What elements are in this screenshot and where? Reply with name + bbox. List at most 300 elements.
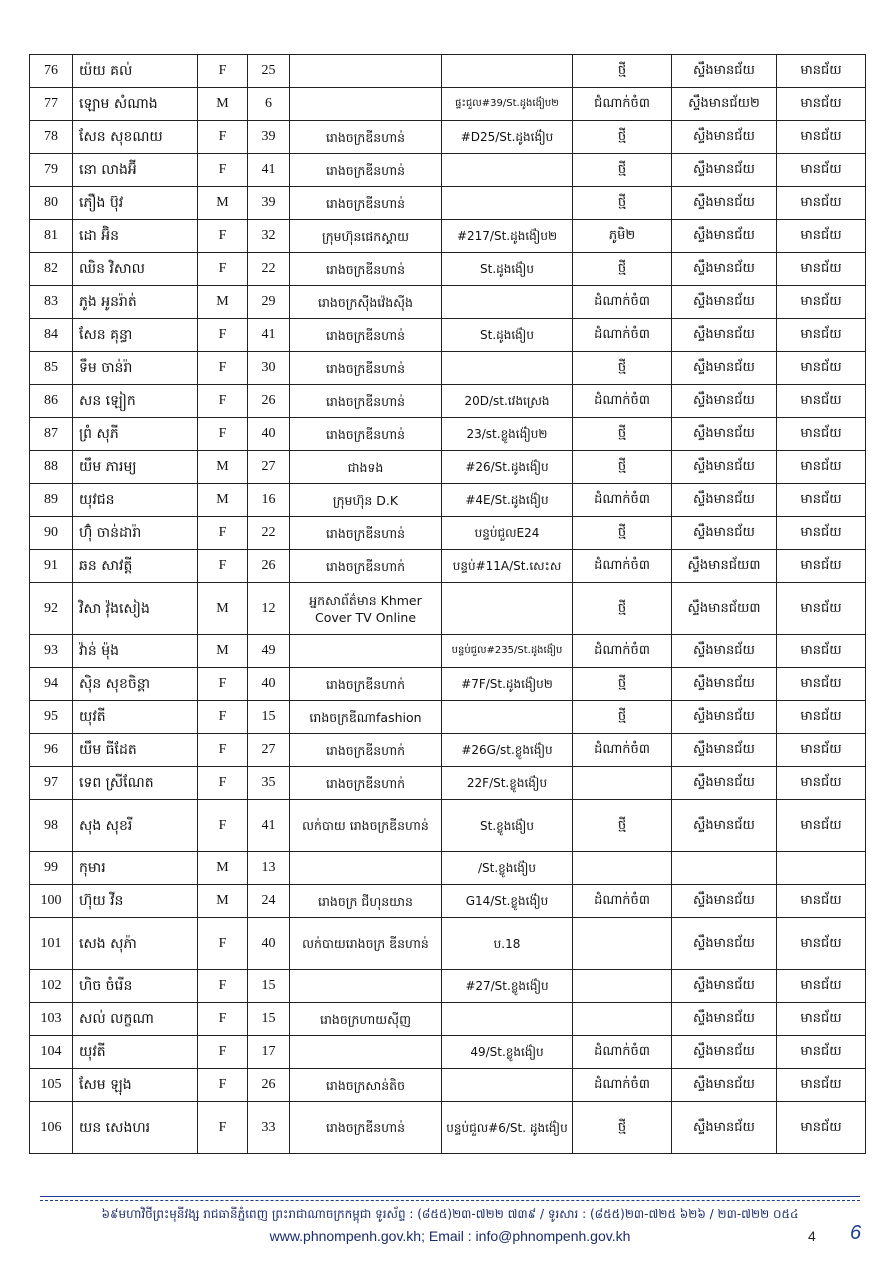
row-number: 82: [30, 253, 73, 286]
status-cell: ថ្មី: [573, 451, 672, 484]
workplace-cell: រោងចក្រឌីណាfashion: [290, 701, 442, 734]
age-cell: 27: [248, 451, 290, 484]
sex-cell: F: [198, 1069, 248, 1102]
sex-cell: F: [198, 1036, 248, 1069]
row-number: 79: [30, 154, 73, 187]
row-number: 84: [30, 319, 73, 352]
workplace-cell: [290, 55, 442, 88]
row-number: 93: [30, 635, 73, 668]
table-row: [30, 352, 866, 385]
age-cell: 24: [248, 885, 290, 918]
commune-cell: ស្ទឹងមានជ័យ: [672, 484, 777, 517]
workplace-cell: ក្រុមហ៊ុន D.K: [290, 484, 442, 517]
status-cell: ថ្មី: [573, 55, 672, 88]
address-cell: #217/St.ដូងង៉ៀប២: [442, 220, 573, 253]
table-row: [30, 800, 866, 852]
sex-cell: M: [198, 187, 248, 220]
table-row: [30, 187, 866, 220]
person-name: សន ឡៀក: [73, 385, 198, 418]
age-cell: 41: [248, 154, 290, 187]
status-cell: ថ្មី: [573, 1102, 672, 1154]
workplace-cell: ជាងទង: [290, 451, 442, 484]
address-cell: St.ខ្លូងង៉ៀប: [442, 800, 573, 852]
table-row: [30, 418, 866, 451]
row-number: 102: [30, 970, 73, 1003]
district-cell: មានជ័យ: [777, 451, 866, 484]
table-row: [30, 918, 866, 970]
person-name: ព្រំ សុភី: [73, 418, 198, 451]
person-name: យុវជន: [73, 484, 198, 517]
commune-cell: ស្ទឹងមានជ័យ៣: [672, 583, 777, 635]
commune-cell: ស្ទឹងមានជ័យ: [672, 635, 777, 668]
case-table: [29, 54, 866, 1154]
district-cell: មានជ័យ: [777, 319, 866, 352]
row-number: 103: [30, 1003, 73, 1036]
person-name: យុវតី: [73, 701, 198, 734]
person-name: សែន គុន្ធា: [73, 319, 198, 352]
commune-cell: ស្ទឹងមានជ័យ: [672, 918, 777, 970]
row-number: 76: [30, 55, 73, 88]
case-table-container: [29, 54, 865, 1154]
address-cell: 23/st.ខ្លូងង៉ៀប២: [442, 418, 573, 451]
workplace-cell: រោងចក្រហាយស៊ីញ: [290, 1003, 442, 1036]
age-cell: 33: [248, 1102, 290, 1154]
sex-cell: F: [198, 767, 248, 800]
age-cell: 41: [248, 319, 290, 352]
address-cell: [442, 286, 573, 319]
district-cell: មានជ័យ: [777, 55, 866, 88]
row-number: 80: [30, 187, 73, 220]
sex-cell: F: [198, 1003, 248, 1036]
status-cell: ថ្មី: [573, 418, 672, 451]
status-cell: ថ្មី: [573, 253, 672, 286]
district-cell: មានជ័យ: [777, 352, 866, 385]
address-cell: បន្ទប់ជួលE24: [442, 517, 573, 550]
person-name: វិសា វ៉ុងសៀង: [73, 583, 198, 635]
person-name: សុង សុខរី: [73, 800, 198, 852]
age-cell: 26: [248, 1069, 290, 1102]
address-cell: 22F/St.ខ្លូងង៉ៀប: [442, 767, 573, 800]
address-cell: [442, 154, 573, 187]
commune-cell: [672, 852, 777, 885]
person-name: កុមារ: [73, 852, 198, 885]
sex-cell: M: [198, 852, 248, 885]
status-cell: ដំណាក់ចំ៣: [573, 484, 672, 517]
status-cell: ដំណាក់ចំ៣: [573, 734, 672, 767]
age-cell: 40: [248, 668, 290, 701]
row-number: 106: [30, 1102, 73, 1154]
district-cell: មានជ័យ: [777, 970, 866, 1003]
person-name: យឹម ធីដែត: [73, 734, 198, 767]
workplace-cell: រោងចក្រឌីនហាន់: [290, 352, 442, 385]
age-cell: 29: [248, 286, 290, 319]
sex-cell: M: [198, 484, 248, 517]
status-cell: ថ្មី: [573, 701, 672, 734]
sex-cell: F: [198, 734, 248, 767]
district-cell: មានជ័យ: [777, 734, 866, 767]
page-number: 4: [808, 1228, 816, 1244]
row-number: 94: [30, 668, 73, 701]
workplace-cell: រោងចក្រឌីនហាក់: [290, 550, 442, 583]
age-cell: 6: [248, 88, 290, 121]
person-name: ទឹម ចាន់រ៉ា: [73, 352, 198, 385]
workplace-cell: រោងចក្រ ជីហុនយាន: [290, 885, 442, 918]
commune-cell: ស្ទឹងមានជ័យ: [672, 253, 777, 286]
address-cell: បន្ទប់ជួល#6/St. ដូងង៉ៀប: [442, 1102, 573, 1154]
age-cell: 12: [248, 583, 290, 635]
age-cell: 35: [248, 767, 290, 800]
row-number: 105: [30, 1069, 73, 1102]
address-cell: /St.ខ្លូងង៉ៀប: [442, 852, 573, 885]
status-cell: ដំណាក់ចំ៣: [573, 319, 672, 352]
age-cell: 25: [248, 55, 290, 88]
sex-cell: F: [198, 121, 248, 154]
row-number: 97: [30, 767, 73, 800]
address-cell: [442, 187, 573, 220]
workplace-cell: រោងចក្រឌីនហាន់: [290, 121, 442, 154]
table-row: [30, 451, 866, 484]
sex-cell: M: [198, 635, 248, 668]
person-name: ភូង អូនរ៉ាត់: [73, 286, 198, 319]
status-cell: ថ្មី: [573, 121, 672, 154]
sex-cell: F: [198, 517, 248, 550]
table-row: [30, 253, 866, 286]
district-cell: មានជ័យ: [777, 885, 866, 918]
age-cell: 15: [248, 970, 290, 1003]
district-cell: មានជ័យ: [777, 517, 866, 550]
commune-cell: ស្ទឹងមានជ័យ: [672, 418, 777, 451]
commune-cell: ស្ទឹងមានជ័យ: [672, 800, 777, 852]
footer-contact: www.phnompenh.gov.kh; Email : info@phnompenh.gov.kh: [269, 1228, 631, 1244]
commune-cell: ស្ទឹងមានជ័យ: [672, 385, 777, 418]
status-cell: ថ្មី: [573, 154, 672, 187]
age-cell: 26: [248, 385, 290, 418]
sex-cell: F: [198, 352, 248, 385]
table-row: [30, 701, 866, 734]
address-cell: ប.18: [442, 918, 573, 970]
status-cell: ថ្មី: [573, 187, 672, 220]
commune-cell: ស្ទឹងមានជ័យ: [672, 187, 777, 220]
person-name: វ៉ាន់ ម៉ុង: [73, 635, 198, 668]
row-number: 81: [30, 220, 73, 253]
address-cell: #7F/St.ដូងង៉ៀប២: [442, 668, 573, 701]
district-cell: មានជ័យ: [777, 668, 866, 701]
commune-cell: ស្ទឹងមានជ័យ: [672, 767, 777, 800]
row-number: 77: [30, 88, 73, 121]
table-row: [30, 668, 866, 701]
footer-divider: [40, 1196, 860, 1197]
status-cell: ដំណាក់ចំ៣: [573, 885, 672, 918]
district-cell: មានជ័យ: [777, 385, 866, 418]
commune-cell: ស្ទឹងមានជ័យ២: [672, 88, 777, 121]
workplace-cell: រោងចក្រឌីនហាន់: [290, 517, 442, 550]
address-cell: [442, 55, 573, 88]
row-number: 78: [30, 121, 73, 154]
commune-cell: ស្ទឹងមានជ័យ: [672, 885, 777, 918]
age-cell: 16: [248, 484, 290, 517]
footer-address: ៦៩មហាវិថីព្រះមុនីវង្ស រាជធានីភ្នំពេញ ព្រះរាជាណាចក្រកម្ពុជា ទូរស័ព្ទ : (៨៥៥)២៣-៧២២ ៧៣៩ / ទូរសារ : (៨៥៥)២៣-៧២៥ ៦២៦ / ២៣-៧២២ ០៥៤: [101, 1207, 799, 1221]
workplace-cell: រោងចក្រឌីនហាន់: [290, 319, 442, 352]
person-name: ឡោម សំណាង: [73, 88, 198, 121]
commune-cell: ស្ទឹងមានជ័យ: [672, 286, 777, 319]
table-row: [30, 767, 866, 800]
row-number: 92: [30, 583, 73, 635]
workplace-cell: រោងចក្រឌីនហាន់: [290, 187, 442, 220]
table-row: [30, 484, 866, 517]
district-cell: មានជ័យ: [777, 187, 866, 220]
person-name: សេង សុភ៉ា: [73, 918, 198, 970]
address-cell: [442, 583, 573, 635]
workplace-cell: [290, 970, 442, 1003]
table-row: [30, 319, 866, 352]
sex-cell: M: [198, 88, 248, 121]
table-row: [30, 852, 866, 885]
table-row: [30, 1102, 866, 1154]
person-name: ហិច ចំរើន: [73, 970, 198, 1003]
table-row: [30, 88, 866, 121]
table-row: [30, 734, 866, 767]
row-number: 101: [30, 918, 73, 970]
address-cell: បន្ទប់#11A/St.សេះស: [442, 550, 573, 583]
district-cell: មានជ័យ: [777, 88, 866, 121]
address-cell: បន្ទប់ជួល#235/St.ដូងង៉ៀប: [442, 635, 573, 668]
age-cell: 32: [248, 220, 290, 253]
row-number: 90: [30, 517, 73, 550]
person-name: ស៊ិន សុខចិន្តា: [73, 668, 198, 701]
row-number: 99: [30, 852, 73, 885]
workplace-cell: ក្រុមហ៊ុនផេកស្គាយ: [290, 220, 442, 253]
district-cell: មានជ័យ: [777, 918, 866, 970]
status-cell: ដំណាក់ចំ៣: [573, 550, 672, 583]
address-cell: G14/St.ខ្លូងង៉ៀប: [442, 885, 573, 918]
table-row: [30, 635, 866, 668]
district-cell: មានជ័យ: [777, 767, 866, 800]
address-cell: St.ដូងង៉ៀប: [442, 253, 573, 286]
table-row: [30, 1003, 866, 1036]
table-row: [30, 286, 866, 319]
person-name: ភឿង ប៊ុវ: [73, 187, 198, 220]
district-cell: មានជ័យ: [777, 550, 866, 583]
address-cell: #4E/St.ដូងង៉ៀប: [442, 484, 573, 517]
district-cell: មានជ័យ: [777, 121, 866, 154]
sex-cell: F: [198, 668, 248, 701]
table-row: [30, 121, 866, 154]
sex-cell: F: [198, 319, 248, 352]
district-cell: មានជ័យ: [777, 1003, 866, 1036]
age-cell: 22: [248, 253, 290, 286]
district-cell: មានជ័យ: [777, 1069, 866, 1102]
handwritten-page-mark: 6: [850, 1222, 862, 1244]
table-row: [30, 55, 866, 88]
status-cell: [573, 852, 672, 885]
age-cell: 26: [248, 550, 290, 583]
table-row: [30, 1036, 866, 1069]
sex-cell: F: [198, 701, 248, 734]
row-number: 100: [30, 885, 73, 918]
age-cell: 30: [248, 352, 290, 385]
table-row: [30, 517, 866, 550]
row-number: 98: [30, 800, 73, 852]
workplace-cell: រោងចក្រឌីនហាក់: [290, 767, 442, 800]
district-cell: មានជ័យ: [777, 583, 866, 635]
status-cell: ថ្មី: [573, 583, 672, 635]
address-cell: [442, 1003, 573, 1036]
district-cell: មានជ័យ: [777, 154, 866, 187]
table-row: [30, 1069, 866, 1102]
workplace-cell: រោងចក្រឌីនហាន់: [290, 385, 442, 418]
status-cell: [573, 970, 672, 1003]
address-cell: St.ដូងង៉ៀប: [442, 319, 573, 352]
person-name: យ៉យ គល់: [73, 55, 198, 88]
row-number: 96: [30, 734, 73, 767]
workplace-cell: [290, 1036, 442, 1069]
commune-cell: ស្ទឹងមានជ័យ: [672, 352, 777, 385]
row-number: 104: [30, 1036, 73, 1069]
workplace-cell: [290, 88, 442, 121]
row-number: 88: [30, 451, 73, 484]
sex-cell: F: [198, 970, 248, 1003]
sex-cell: F: [198, 550, 248, 583]
table-row: [30, 220, 866, 253]
district-cell: មានជ័យ: [777, 253, 866, 286]
sex-cell: F: [198, 918, 248, 970]
workplace-cell: រោងចក្រឌីនហាន់: [290, 154, 442, 187]
workplace-cell: លក់បាយ រោងចក្រឌីនហាន់: [290, 800, 442, 852]
district-cell: មានជ័យ: [777, 484, 866, 517]
district-cell: មានជ័យ: [777, 635, 866, 668]
status-cell: ថ្មី: [573, 517, 672, 550]
status-cell: ដំណាក់ចំ៣: [573, 385, 672, 418]
address-cell: 20D/st.វេងស្រេង: [442, 385, 573, 418]
district-cell: មានជ័យ: [777, 1036, 866, 1069]
person-name: សែម ឡុង: [73, 1069, 198, 1102]
address-cell: #26G/st.ខ្លូងង៉ៀប: [442, 734, 573, 767]
status-cell: ថ្មី: [573, 800, 672, 852]
person-name: ដោ អ៊ិន: [73, 220, 198, 253]
status-cell: ថ្មី: [573, 668, 672, 701]
commune-cell: ស្ទឹងមានជ័យ: [672, 701, 777, 734]
row-number: 85: [30, 352, 73, 385]
sex-cell: F: [198, 55, 248, 88]
workplace-cell: រោងចក្រសាន់តិច: [290, 1069, 442, 1102]
age-cell: 41: [248, 800, 290, 852]
workplace-cell: រោងចក្រឌីនហាន់: [290, 253, 442, 286]
table-row: [30, 385, 866, 418]
person-name: សល់ លក្ខណា: [73, 1003, 198, 1036]
status-cell: ដំណាក់ចំ៣: [573, 286, 672, 319]
workplace-cell: រោងចក្រស៊ីងវ៉េងស៊ីង: [290, 286, 442, 319]
commune-cell: ស្ទឹងមានជ័យ: [672, 55, 777, 88]
commune-cell: ស្ទឹងមានជ័យ: [672, 154, 777, 187]
age-cell: 49: [248, 635, 290, 668]
status-cell: [573, 767, 672, 800]
workplace-cell: រោងចក្រឌីនហាក់: [290, 734, 442, 767]
status-cell: ដំណាក់ចំ៣: [573, 1069, 672, 1102]
person-name: ឆន សាវត្តី: [73, 550, 198, 583]
workplace-cell: លក់បាយរោងចក្រ ឌីនហាន់: [290, 918, 442, 970]
address-cell: #D25/St.ដូងង៉ៀប: [442, 121, 573, 154]
commune-cell: ស្ទឹងមានជ័យ: [672, 734, 777, 767]
age-cell: 40: [248, 918, 290, 970]
workplace-cell: អ្នកសាព័ត៌មាន Khmer Cover TV Online: [290, 583, 442, 635]
commune-cell: ស្ទឹងមានជ័យ: [672, 220, 777, 253]
row-number: 95: [30, 701, 73, 734]
age-cell: 40: [248, 418, 290, 451]
status-cell: ភូមិ២: [573, 220, 672, 253]
person-name: យន សេងហរ: [73, 1102, 198, 1154]
sex-cell: F: [198, 253, 248, 286]
commune-cell: ស្ទឹងមានជ័យ: [672, 1003, 777, 1036]
sex-cell: F: [198, 418, 248, 451]
sex-cell: M: [198, 286, 248, 319]
address-cell: #27/St.ខ្លូងង៉ៀប: [442, 970, 573, 1003]
commune-cell: ស្ទឹងមានជ័យ: [672, 451, 777, 484]
address-cell: #26/St.ដូងង៉ៀប: [442, 451, 573, 484]
status-cell: ដំណាក់ចំ៣: [573, 1036, 672, 1069]
address-cell: ផ្ទះជួល#39/St.ដូងង៉ៀប២: [442, 88, 573, 121]
status-cell: [573, 1003, 672, 1036]
person-name: នោ លាងអ៊ី: [73, 154, 198, 187]
table-row: [30, 550, 866, 583]
person-name: ទេព ស្រីណែត: [73, 767, 198, 800]
workplace-cell: [290, 852, 442, 885]
footer-divider-dashed: [40, 1200, 860, 1201]
commune-cell: ស្ទឹងមានជ័យ: [672, 668, 777, 701]
age-cell: 17: [248, 1036, 290, 1069]
row-number: 89: [30, 484, 73, 517]
person-name: យុវតី: [73, 1036, 198, 1069]
person-name: យឹម ភារម្យ: [73, 451, 198, 484]
table-row: [30, 885, 866, 918]
row-number: 87: [30, 418, 73, 451]
address-cell: [442, 1069, 573, 1102]
commune-cell: ស្ទឹងមានជ័យ: [672, 319, 777, 352]
sex-cell: M: [198, 885, 248, 918]
sex-cell: F: [198, 154, 248, 187]
age-cell: 22: [248, 517, 290, 550]
workplace-cell: [290, 635, 442, 668]
sex-cell: M: [198, 451, 248, 484]
status-cell: ជំណាក់ចំ៣: [573, 88, 672, 121]
person-name: ហ៊ុំ ចាន់ដារ៉ា: [73, 517, 198, 550]
sex-cell: F: [198, 220, 248, 253]
commune-cell: ស្ទឹងមានជ័យ៣: [672, 550, 777, 583]
workplace-cell: រោងចក្រឌីនហាន់: [290, 1102, 442, 1154]
address-cell: 49/St.ខ្លូងង៉ៀប: [442, 1036, 573, 1069]
workplace-cell: រោងចក្រឌីនហាក់: [290, 668, 442, 701]
sex-cell: F: [198, 800, 248, 852]
district-cell: មានជ័យ: [777, 1102, 866, 1154]
commune-cell: ស្ទឹងមានជ័យ: [672, 1102, 777, 1154]
table-row: [30, 154, 866, 187]
row-number: 86: [30, 385, 73, 418]
district-cell: មានជ័យ: [777, 286, 866, 319]
sex-cell: M: [198, 583, 248, 635]
district-cell: មានជ័យ: [777, 701, 866, 734]
status-cell: ដំណាក់ចំ៣: [573, 635, 672, 668]
district-cell: មានជ័យ: [777, 418, 866, 451]
table-row: [30, 970, 866, 1003]
sex-cell: F: [198, 1102, 248, 1154]
commune-cell: ស្ទឹងមានជ័យ: [672, 517, 777, 550]
table-body: [30, 55, 866, 1154]
sex-cell: F: [198, 385, 248, 418]
commune-cell: ស្ទឹងមានជ័យ: [672, 1069, 777, 1102]
commune-cell: ស្ទឹងមានជ័យ: [672, 970, 777, 1003]
address-cell: [442, 352, 573, 385]
row-number: 91: [30, 550, 73, 583]
age-cell: 27: [248, 734, 290, 767]
